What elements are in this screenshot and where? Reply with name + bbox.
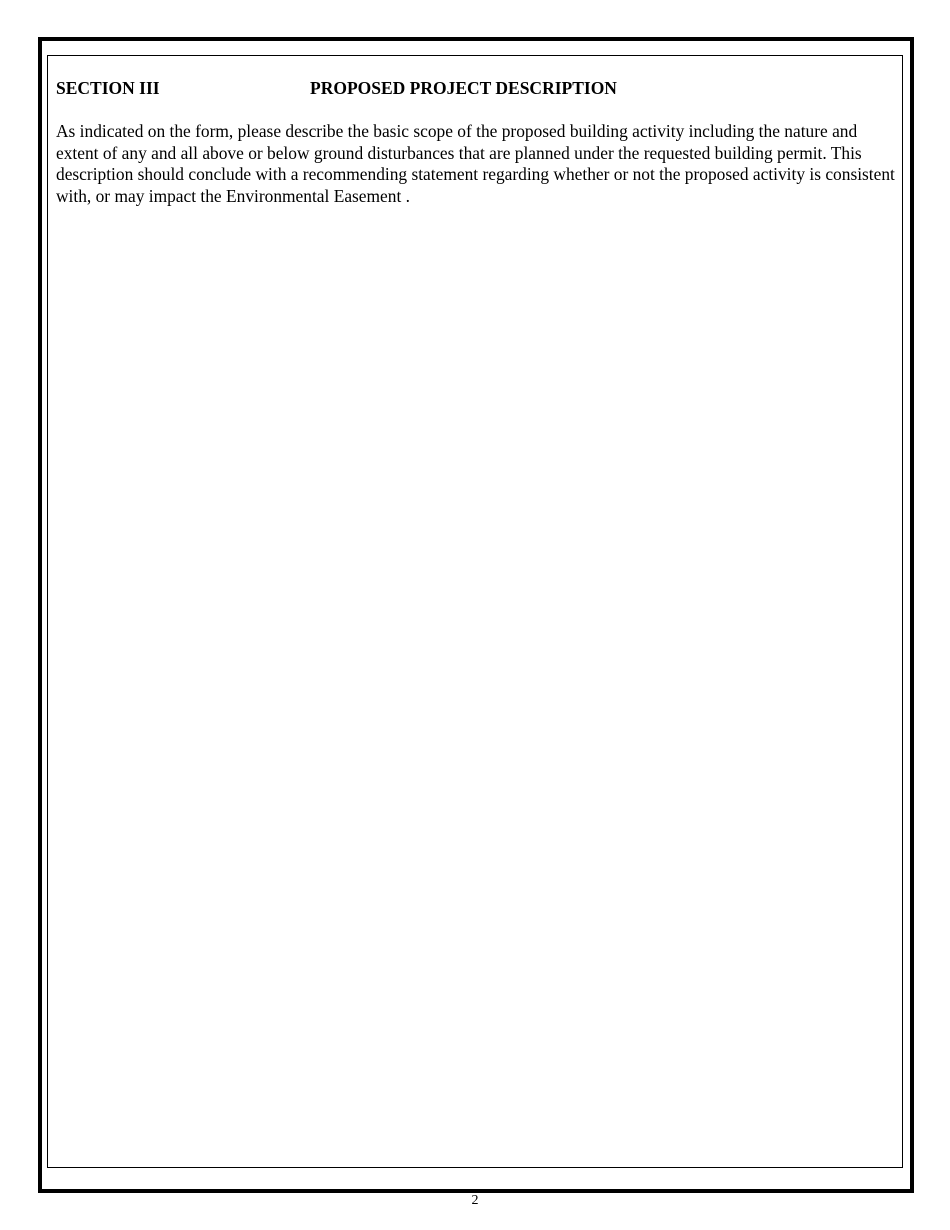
section-number: SECTION III xyxy=(56,78,160,98)
page-number: 2 xyxy=(471,1193,479,1208)
section-header xyxy=(56,78,896,100)
project-description-area[interactable] xyxy=(56,220,894,1160)
instructions-text: As indicated on the form, please describe the basic scope of the proposed building activity including the nature and extent of any and all above or below ground disturbances that are planned under the requested building permit. This description should conclude with a recommending statement regarding whether or not the proposed activity is consistent with, or may impact the Environmental Easement . xyxy=(56,121,895,206)
section-title: PROPOSED PROJECT DESCRIPTION xyxy=(310,78,617,98)
